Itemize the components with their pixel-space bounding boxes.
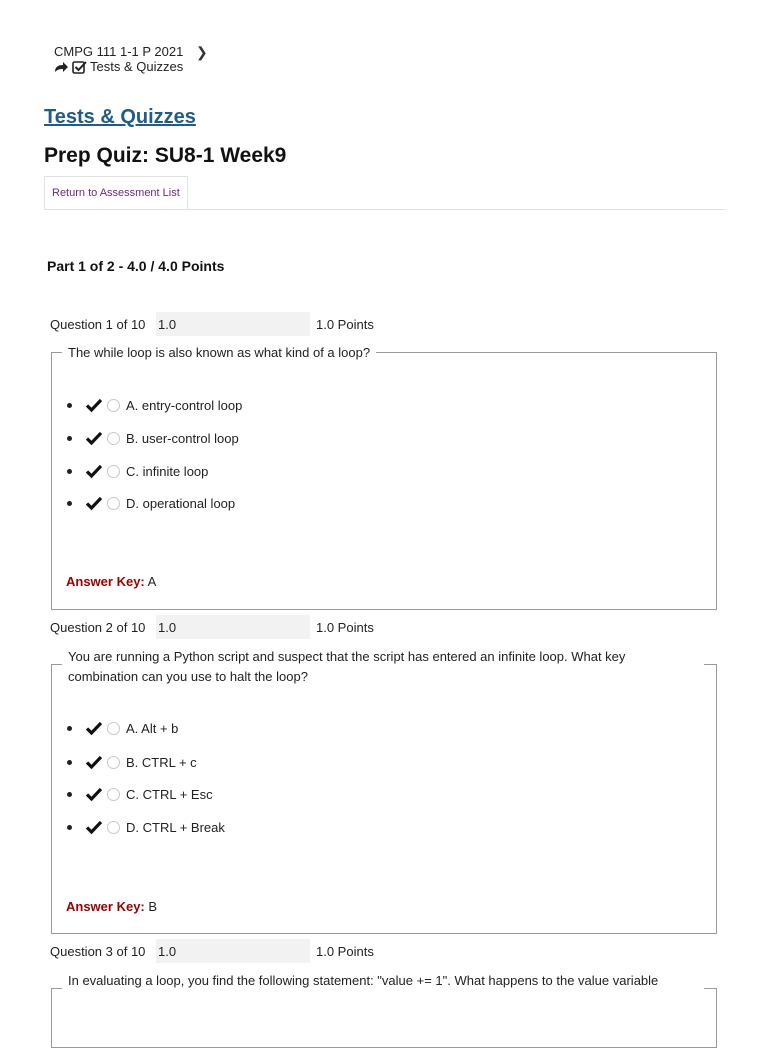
bullet-icon — [67, 501, 72, 506]
question-1-score-input[interactable] — [156, 312, 310, 336]
checkmark-icon — [85, 753, 103, 771]
question-1-header — [50, 312, 374, 336]
question-2-option-d[interactable] — [66, 817, 225, 837]
question-3-fieldset — [51, 988, 717, 1048]
radio-button[interactable] — [107, 432, 120, 445]
chevron-right-icon: ❯ — [196, 44, 208, 60]
question-1-prompt: The while loop is also known as what kind of a loop? — [62, 343, 376, 363]
option-label: D. CTRL + Break — [126, 819, 225, 835]
question-3-header — [50, 939, 374, 963]
return-to-assessment-list-tab[interactable]: Return to Assessment List — [44, 176, 188, 209]
question-2-label: Question 2 of 10 — [50, 619, 146, 635]
bullet-icon — [67, 469, 72, 474]
question-1-option-c[interactable] — [66, 461, 208, 481]
bullet-icon — [67, 726, 72, 731]
checkmark-icon — [85, 719, 103, 737]
breadcrumb-site[interactable]: CMPG 111 1-1 P 2021 — [54, 44, 184, 59]
option-label: A. entry-control loop — [126, 397, 243, 413]
answer-key-label: Answer Key: — [66, 899, 145, 914]
bullet-icon — [67, 403, 72, 408]
question-2-points: 1.0 Points — [316, 619, 374, 635]
question-2-option-b[interactable] — [66, 752, 197, 772]
question-3-points: 1.0 Points — [316, 943, 374, 959]
question-2-score-input[interactable] — [156, 615, 310, 639]
question-1-answer-key — [66, 574, 156, 589]
radio-button[interactable] — [107, 465, 120, 478]
radio-button[interactable] — [107, 399, 120, 412]
question-2-header — [50, 615, 374, 639]
answer-key-value: A — [147, 574, 157, 589]
bullet-icon — [67, 760, 72, 765]
share-arrow-icon — [54, 61, 69, 73]
bullet-icon — [67, 825, 72, 830]
radio-button[interactable] — [107, 722, 120, 735]
radio-button[interactable] — [107, 821, 120, 834]
breadcrumb-tool[interactable] — [54, 59, 183, 74]
checkmark-icon — [85, 494, 103, 512]
tool-title-link[interactable]: Tests & Quizzes — [44, 106, 196, 128]
checkmark-icon — [85, 462, 103, 480]
question-3-prompt: In evaluating a loop, you find the following statement: "value += 1". What happens to the value variable — [62, 971, 704, 991]
question-1-points: 1.0 Points — [316, 316, 374, 332]
option-label: C. CTRL + Esc — [126, 786, 213, 802]
checkmark-icon — [85, 429, 103, 447]
radio-button[interactable] — [107, 788, 120, 801]
question-1-option-d[interactable] — [66, 493, 235, 513]
radio-button[interactable] — [107, 756, 120, 769]
option-label: D. operational loop — [126, 495, 236, 511]
question-1-option-a[interactable] — [66, 395, 242, 415]
bullet-icon — [67, 436, 72, 441]
option-label: A. Alt + b — [126, 720, 179, 736]
question-2-option-c[interactable] — [66, 784, 213, 804]
question-1-fieldset — [51, 352, 717, 610]
checkmark-icon — [85, 818, 103, 836]
answer-key-value: B — [148, 899, 158, 914]
answer-key-label: Answer Key: — [66, 574, 145, 589]
option-label: B. CTRL + c — [126, 754, 197, 770]
checkmark-icon — [85, 396, 103, 414]
question-3-label: Question 3 of 10 — [50, 943, 146, 959]
option-label: C. infinite loop — [126, 463, 209, 479]
checkbox-checked-icon — [72, 60, 87, 74]
question-1-label: Question 1 of 10 — [50, 316, 146, 332]
radio-button[interactable] — [107, 497, 120, 510]
question-1-option-b[interactable] — [66, 428, 239, 448]
question-3-score-input[interactable] — [156, 939, 310, 963]
question-2-option-a[interactable] — [66, 718, 178, 738]
question-2-answer-key — [66, 899, 157, 914]
part-heading: Part 1 of 2 - 4.0 / 4.0 Points — [47, 258, 225, 274]
breadcrumb-tool-label: Tests & Quizzes — [90, 59, 184, 74]
bullet-icon — [67, 792, 72, 797]
checkmark-icon — [85, 785, 103, 803]
page-title: Prep Quiz: SU8-1 Week9 — [44, 144, 287, 167]
question-2-prompt: You are running a Python script and suspect that the script has entered an infinite loop. What key combination can you use to halt the loop? — [62, 647, 704, 687]
tab-divider — [44, 209, 726, 210]
option-label: B. user-control loop — [126, 430, 239, 446]
